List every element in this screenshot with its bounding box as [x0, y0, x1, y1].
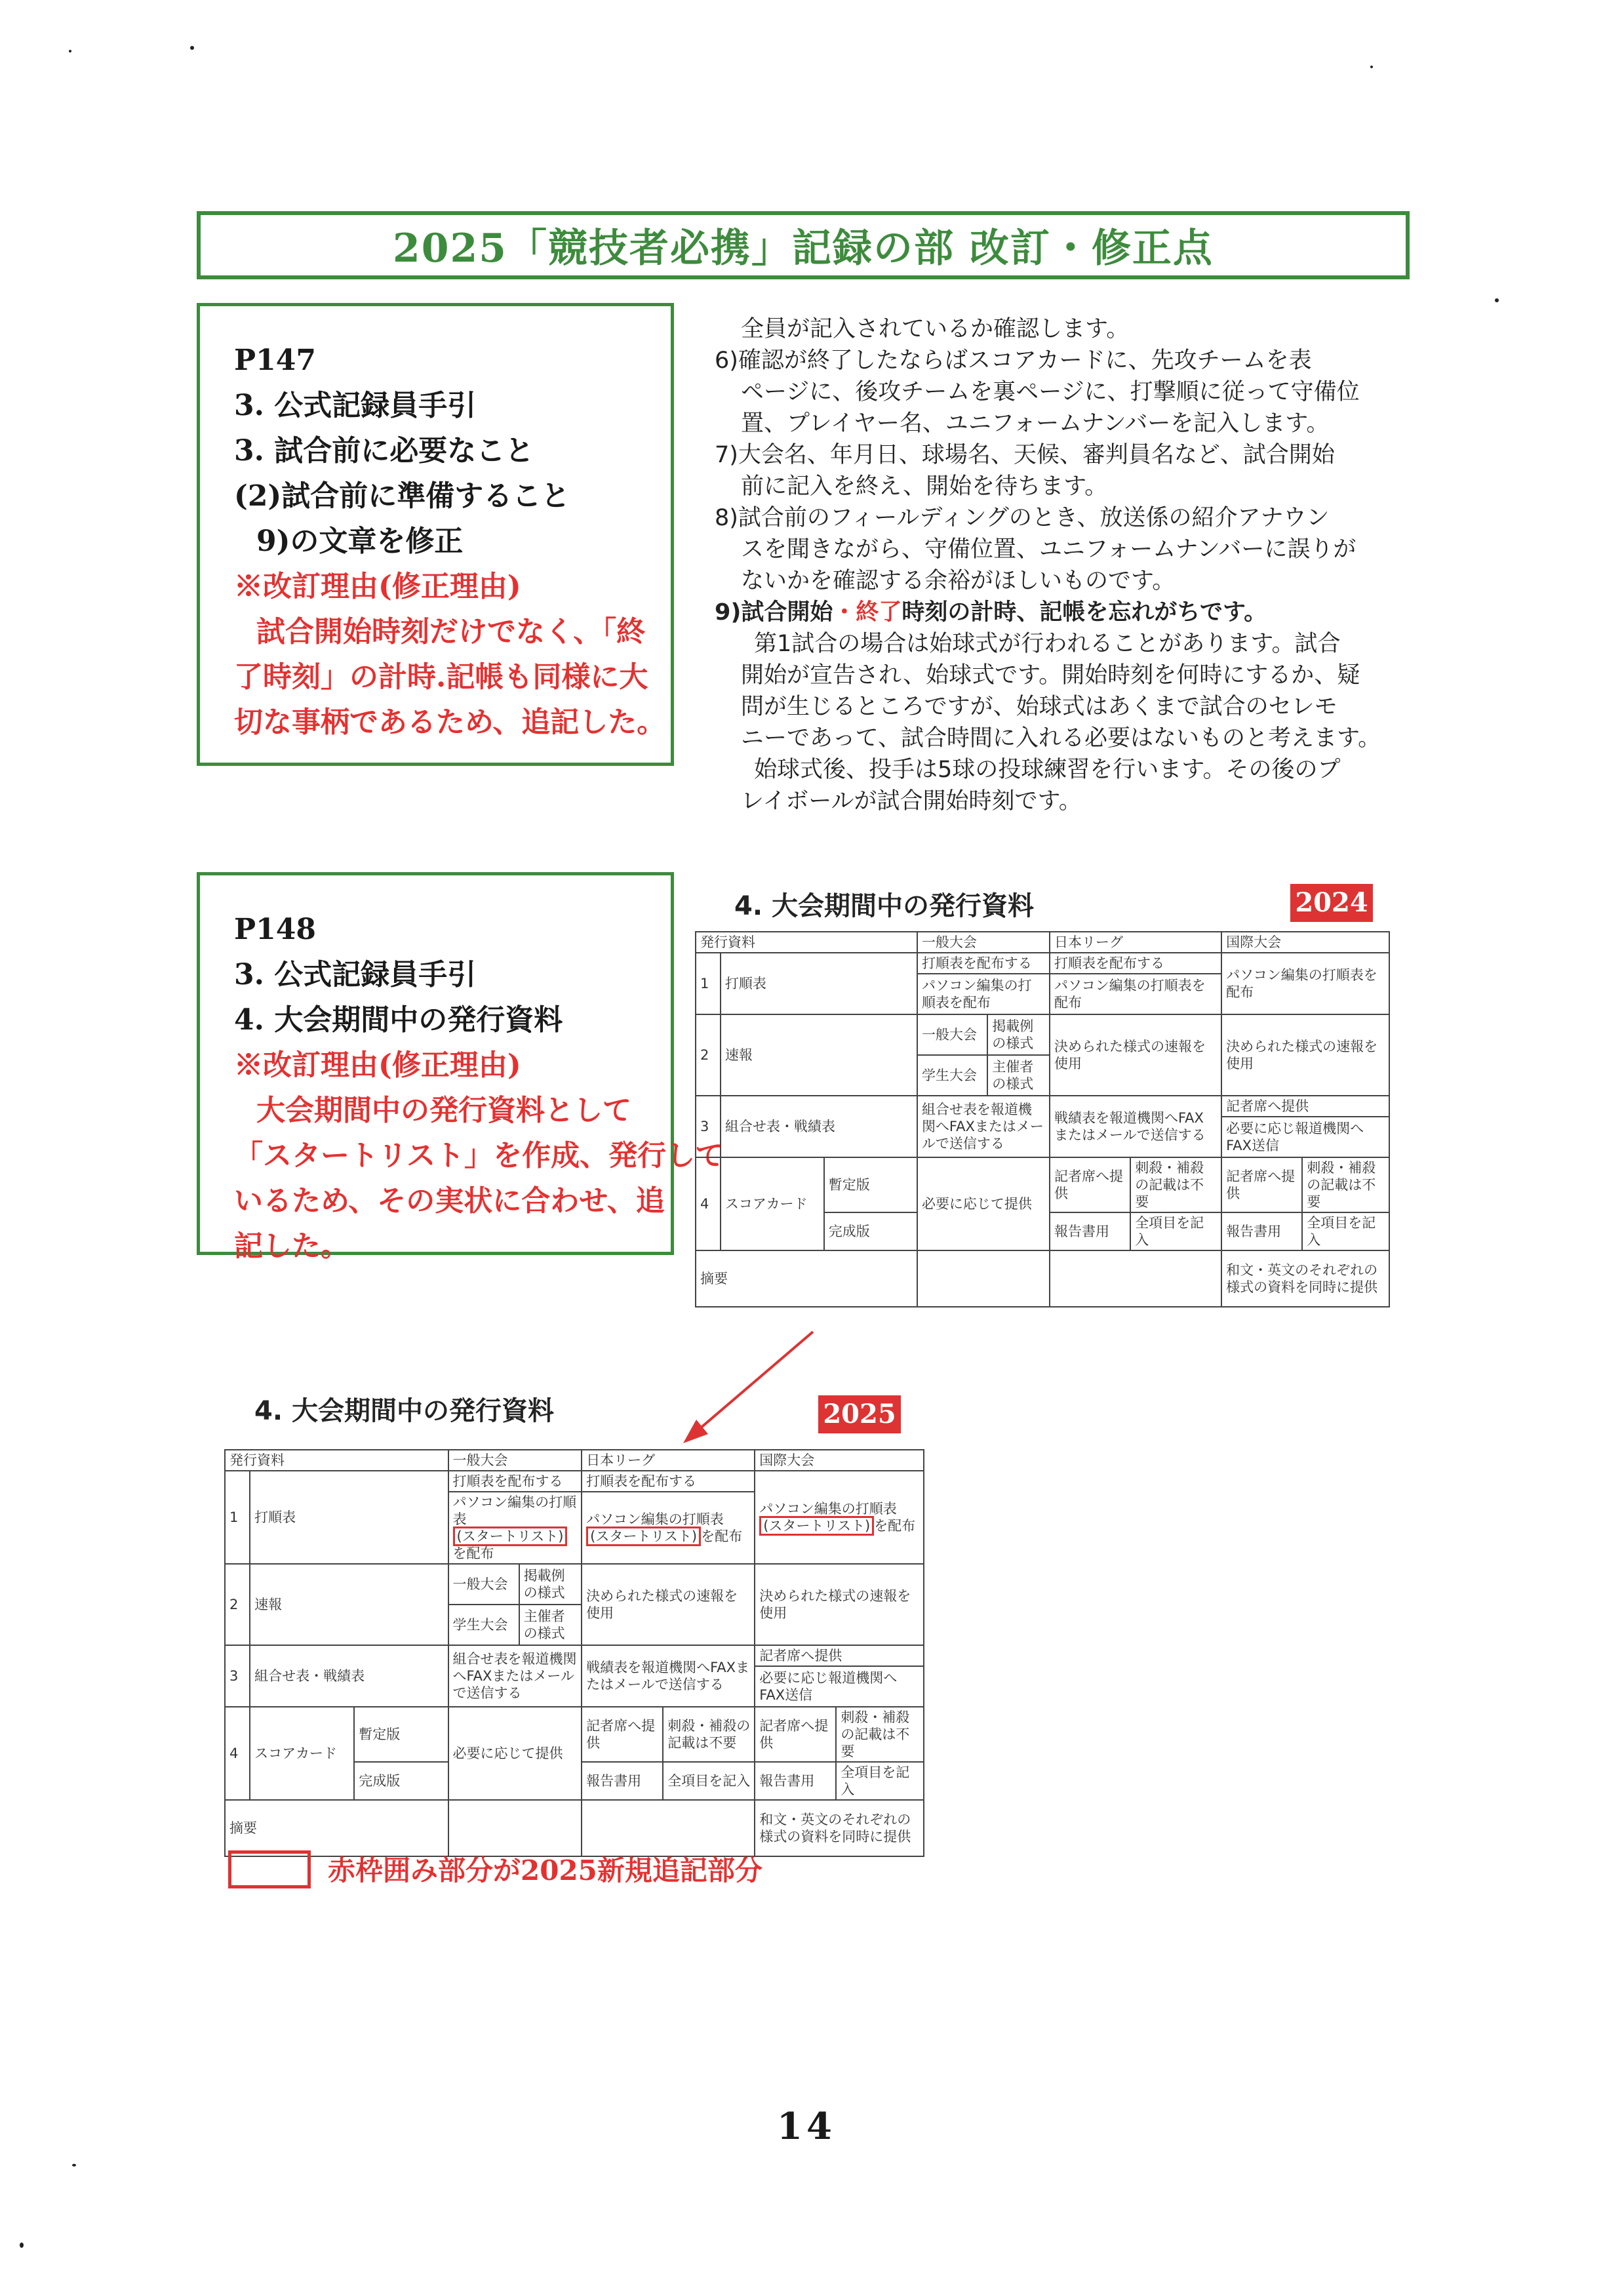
- year-badge-2024: 2024: [1290, 884, 1373, 922]
- table-row: [225, 1800, 924, 1856]
- table-header: 日本リーグ: [582, 1450, 755, 1471]
- table-cell: 3: [696, 1096, 721, 1157]
- legend-swatch: [228, 1850, 311, 1888]
- table-row: [696, 932, 1389, 953]
- table-cell: 報告書用: [755, 1762, 836, 1800]
- scan-speck: [190, 46, 194, 50]
- passage-line: 第1試合の場合は始球式が行われることがあります。試合: [754, 631, 1341, 657]
- reason-line: 了時刻」の計時.記帳も同様に大: [234, 660, 648, 694]
- arrow-icon: [675, 1328, 820, 1446]
- table-header: 発行資料: [225, 1450, 448, 1471]
- start-list-highlight: (スタートリスト): [453, 1527, 568, 1546]
- table-cell: 打順表: [721, 953, 917, 1014]
- reason-line: いるため、その実状に合わせ、追: [234, 1184, 665, 1218]
- table-cell: 報告書用: [582, 1762, 663, 1800]
- passage-line: ないかを確認する余裕がほしいものです。: [741, 568, 1176, 594]
- table-cell: 刺殺・補殺の記載は不要: [1302, 1157, 1389, 1212]
- table-cell: 2: [696, 1014, 721, 1096]
- table-cell: 学生大会: [448, 1605, 519, 1645]
- table-row: [696, 1096, 1389, 1117]
- rulebook-passage: [715, 313, 1423, 817]
- revision-note-p148: [197, 872, 724, 1263]
- table-cell: 掲載例の様式: [519, 1564, 582, 1605]
- table-row: [225, 1450, 924, 1471]
- issued-materials-table-2025: [224, 1449, 924, 1857]
- table-cell: 速報: [721, 1014, 917, 1096]
- passage-line: ページに、後攻チームを裏ページに、打撃順に従って守備位: [741, 379, 1360, 405]
- table-cell: 記者席へ提供: [1050, 1157, 1130, 1212]
- note-line: P148: [234, 913, 316, 946]
- note-line: 3. 試合前に必要なこと: [234, 434, 534, 468]
- passage-line-revised: 9)試合開始・終了時刻の計時、記帳を忘れがちです。: [715, 599, 1267, 626]
- table-cell: 刺殺・補殺の記載は不要: [836, 1707, 924, 1762]
- table-header: 一般大会: [917, 932, 1050, 953]
- passage-line: 始球式後、投手は5球の投球練習を行います。その後のプ: [754, 757, 1341, 783]
- note-line: 4. 大会期間中の発行資料: [234, 1003, 563, 1037]
- passage-line: 問が生じるところですが、始球式はあくまで試合のセレモ: [741, 694, 1337, 720]
- table-row: [225, 1707, 924, 1762]
- table-header: 発行資料: [696, 932, 917, 953]
- table-cell: 摘要: [696, 1250, 917, 1307]
- reason-line: 「スタートリスト」を作成、発行して: [234, 1139, 724, 1172]
- table-cell: 主催者の様式: [987, 1055, 1050, 1096]
- table-cell: 記者席へ提供: [1221, 1096, 1389, 1117]
- table-cell: 全項目を記入: [1302, 1212, 1389, 1250]
- table-cell: 打順表: [250, 1471, 448, 1564]
- passage-line: ニーであって、試合時間に入れる必要はないものと考えます。: [741, 725, 1381, 751]
- table-cell: 組合せ表を報道機関へFAXまたはメールで送信する: [917, 1096, 1050, 1157]
- table-cell: 必要に応じて提供: [917, 1157, 1050, 1250]
- table-cell: 必要に応じ報道機関へFAX送信: [755, 1666, 924, 1707]
- table-cell: 組合せ表・戦績表: [721, 1096, 917, 1157]
- start-list-highlight: (スタートリスト): [586, 1527, 701, 1546]
- passage-line: レイボールが試合開始時刻です。: [741, 788, 1082, 814]
- legend-text: 赤枠囲み部分が2025新規追記部分: [328, 1854, 762, 1886]
- table-cell: 4: [696, 1157, 721, 1250]
- table-cell: 報告書用: [1221, 1212, 1302, 1250]
- table-cell: スコアカード: [250, 1707, 354, 1800]
- scan-speck: [69, 50, 71, 52]
- note-line: P147: [234, 344, 316, 377]
- table-cell: 決められた様式の速報を使用: [1221, 1014, 1389, 1096]
- passage-line: スを聞きながら、守備位置、ユニフォームナンバーに誤りが: [741, 536, 1357, 563]
- table-cell: パソコン編集の打順表 (スタートリスト) を配布: [755, 1471, 924, 1564]
- table-cell: 記者席へ提供: [755, 1707, 836, 1762]
- table-row: [696, 1157, 1389, 1212]
- table-cell: 完成版: [354, 1762, 448, 1800]
- reason-line: 大会期間中の発行資料として: [256, 1094, 631, 1127]
- section-heading-2025: 4. 大会期間中の発行資料: [254, 1396, 554, 1426]
- table-cell: 4: [225, 1707, 250, 1800]
- table-cell: 報告書用: [1050, 1212, 1130, 1250]
- table-cell: 完成版: [824, 1212, 917, 1250]
- table-cell: 一般大会: [448, 1564, 519, 1605]
- table-cell: 必要に応じ報道機関へFAX送信: [1221, 1117, 1389, 1157]
- table-cell: 速報: [250, 1564, 448, 1645]
- table-cell: 1: [225, 1471, 250, 1564]
- table-cell: 和文・英文のそれぞれの様式の資料を同時に提供: [755, 1800, 924, 1856]
- table-cell: 戦績表を報道機関へFAXまたはメールで送信する: [1050, 1096, 1221, 1157]
- note-line: 3. 公式記録員手引: [234, 389, 477, 422]
- passage-line: 開始が宣告され、始球式です。開始時刻を何時にするか、疑: [741, 662, 1360, 688]
- table-cell: 打順表を配布する: [1050, 953, 1221, 974]
- table-cell: 2: [225, 1564, 250, 1645]
- section-heading-2024: 4. 大会期間中の発行資料: [734, 891, 1034, 921]
- table-cell: 全項目を記入: [836, 1762, 924, 1800]
- table-cell: パソコン編集の打順表を配布: [917, 974, 1050, 1014]
- table-row: [225, 1564, 924, 1605]
- table-cell: 学生大会: [917, 1055, 987, 1096]
- table-cell: 暫定版: [354, 1707, 448, 1762]
- table-header: 国際大会: [755, 1450, 924, 1471]
- table-cell: 記者席へ提供: [582, 1707, 663, 1762]
- issued-materials-table-2024: [695, 931, 1390, 1307]
- scan-speck: [1370, 66, 1373, 68]
- passage-line: 全員が記入されているか確認します。: [741, 316, 1130, 342]
- table-cell: 打順表を配布する: [582, 1471, 755, 1492]
- table-cell: 3: [225, 1645, 250, 1707]
- table-cell: 記者席へ提供: [1221, 1157, 1302, 1212]
- note-line: 3. 公式記録員手引: [234, 958, 477, 991]
- added-text: ・終了: [833, 599, 902, 626]
- table-cell: 刺殺・補殺の記載は不要: [1130, 1157, 1221, 1212]
- table-cell: 主催者の様式: [519, 1605, 582, 1645]
- passage-line: 8)試合前のフィールディングのとき、放送係の紹介アナウン: [715, 505, 1330, 531]
- table-cell: 記者席へ提供: [755, 1645, 924, 1666]
- table-cell: 掲載例の様式: [987, 1014, 1050, 1055]
- passage-line: 6)確認が終了したならばスコアカードに、先攻チームを表: [715, 348, 1312, 374]
- table-cell: スコアカード: [721, 1157, 824, 1250]
- table-cell: パソコン編集の打順表 (スタートリスト) を配布: [582, 1492, 755, 1564]
- table-cell: 打順表を配布する: [448, 1471, 582, 1492]
- table-cell: パソコン編集の打順表を配布: [1050, 974, 1221, 1014]
- table-cell: 1: [696, 953, 721, 1014]
- table-cell: 組合せ表を報道機関へFAXまたはメールで送信する: [448, 1645, 582, 1707]
- table-cell: 全項目を記入: [1130, 1212, 1221, 1250]
- table-cell: 全項目を記入: [663, 1762, 755, 1800]
- note-line: (2)試合前に準備すること: [234, 479, 570, 513]
- table-header: 国際大会: [1221, 932, 1389, 953]
- passage-line: 7)大会名、年月日、球場名、天候、審判員名など、試合開始: [715, 442, 1335, 468]
- table-cell: パソコン編集の打順表を配布: [1221, 953, 1389, 1014]
- page-number: 14: [777, 2105, 836, 2148]
- page-title-box: [197, 211, 1410, 279]
- table-header: 一般大会: [448, 1450, 582, 1471]
- table-cell: 暫定版: [824, 1157, 917, 1212]
- table-row: [696, 953, 1389, 974]
- scan-speck: [1495, 298, 1499, 302]
- reason-heading: ※改訂理由(修正理由): [234, 570, 521, 603]
- table-cell: パソコン編集の打順表 (スタートリスト)を配布: [448, 1492, 582, 1564]
- table-header: 日本リーグ: [1050, 932, 1221, 953]
- passage-line: 前に記入を終え、開始を待ちます。: [741, 473, 1108, 500]
- start-list-highlight: (スタートリスト): [759, 1516, 874, 1536]
- table-row: [225, 1645, 924, 1666]
- table-cell: 摘要: [225, 1800, 448, 1856]
- table-cell: 決められた様式の速報を使用: [755, 1564, 924, 1645]
- reason-line: 記した。: [234, 1229, 349, 1263]
- table-cell: 一般大会: [917, 1014, 987, 1055]
- year-badge-2025: 2025: [818, 1395, 901, 1433]
- scan-speck: [72, 2164, 76, 2166]
- table-cell: 戦績表を報道機関へFAXまたはメールで送信する: [582, 1645, 755, 1707]
- note-line: 9)の文章を修正: [256, 525, 464, 558]
- reason-line: 切な事柄であるため、追記した。: [234, 706, 666, 739]
- reason-heading: ※改訂理由(修正理由): [234, 1048, 521, 1082]
- table-row: [225, 1471, 924, 1492]
- table-row: [696, 1014, 1389, 1055]
- table-cell: 決められた様式の速報を使用: [1050, 1014, 1221, 1096]
- table-cell: 組合せ表・戦績表: [250, 1645, 448, 1707]
- table-cell: 必要に応じて提供: [448, 1707, 582, 1800]
- table-cell: 和文・英文のそれぞれの様式の資料を同時に提供: [1221, 1250, 1389, 1307]
- reason-line: 試合開始時刻だけでなく、「終: [256, 615, 646, 649]
- table-cell: 打順表を配布する: [917, 953, 1050, 974]
- table-row: [696, 1250, 1389, 1307]
- table-cell: 刺殺・補殺の記載は不要: [663, 1707, 755, 1762]
- scan-speck: [20, 2243, 24, 2248]
- page-title: 2025「競技者必携」記録の部 改訂・修正点: [393, 226, 1214, 271]
- table-cell: 決められた様式の速報を使用: [582, 1564, 755, 1645]
- passage-line: 置、プレイヤー名、ユニフォームナンバーを記入します。: [741, 410, 1330, 437]
- revision-note-p147: [197, 303, 674, 766]
